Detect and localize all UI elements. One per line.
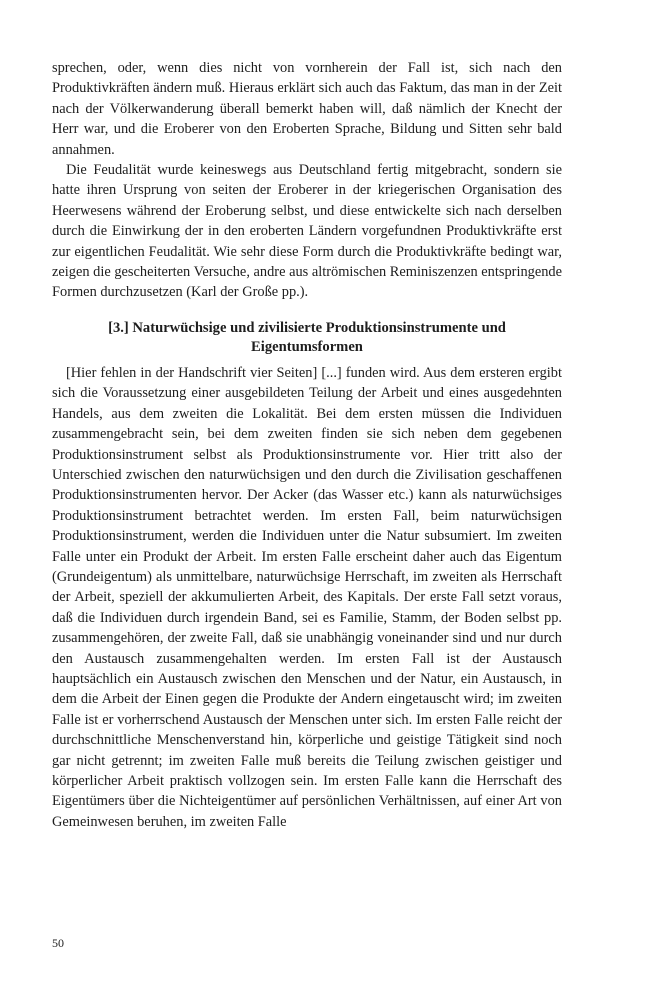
paragraph-main: [Hier fehlen in der Handschrift vier Seiten] [...] funden wird. Aus dem ersteren ergibt sich die Voraussetzung einer ausgebildeten Teilung der Arbeit und eines ausgedehnten Handels, aus dem zweiten die Lokalität. Bei dem ersten müssen die Individuen zusammengebracht sein, bei dem zweiten finden sie sich neben dem gegebenen Produktionsinstrument selbst als Produktionsinstrumente vor. Hier tritt also der Unterschied zwischen den naturwüchsigen und den durch die Zivilisation geschaffenen Produktionsinstrumenten hervor. Der Acker (das Wasser etc.) kann als naturwüchsiges Produktionsinstrument betrachtet werden. Im ersten Fall, beim naturwüchsigen Produktionsinstrument, werden die Individuen unter die Natur subsumiert. Im zweiten Falle unter ein Produkt der Arbeit. Im ersten Falle erscheint daher auch das Eigentum (Grundeigentum) als unmittelbare, naturwüchsige Herrschaft, im zweiten als Herrschaft der Arbeit, speziell der akkumulierten Arbeit, des Kapitals. Der erste Fall setzt voraus, daß die Individuen durch irgendein Band, sei es Familie, Stamm, der Boden selbst pp. zusammengehören, der zweite Fall, daß sie unabhängig voneinander sind und nur durch den Austausch zusammengehalten werden. Im ersten Fall ist der Austausch hauptsächlich ein Austausch zwischen den Menschen und der Natur, ein Austausch, in dem die Arbeit der Einen gegen die Produkte der Andern eingetauscht wird; im zweiten Falle ist er vorherrschend Austausch der Menschen unter sich. Im ersten Falle reicht der durchschnittliche Menschenverstand hin, körperliche und geistige Tätigkeit sind noch gar nicht getrennt; im zweiten Falle muß bereits die Teilung zwischen geistiger und körperlicher Arbeit praktisch vollzogen sein. Im ersten Falle kann die Herrschaft des Eigentümers über die Nichteigentümer auf persönlichen Verhältnissen, auf einer Art von Gemeinwesen beruhen, im zweiten Falle bbox=[52, 364, 562, 830]
section-heading-line-2: Eigentumsformen bbox=[251, 338, 363, 355]
page-body bbox=[52, 58, 562, 832]
paragraph-continuation: sprechen, oder, wenn dies nicht von vornherein der Fall ist, sich nach den Produktivkräften ändern muß. Hieraus erklärt sich auch das Faktum, das man in der Zeit nach der Völkerwanderung überall bemerkt haben will, daß nämlich der Knecht der Herr war, und die Eroberer von den Eroberten Sprache, Bildung und Sitten sehr bald annahmen. bbox=[52, 60, 562, 158]
paragraph-feudalitaet: Die Feudalität wurde keineswegs aus Deutschland fertig mitgebracht, sondern sie hatte ihren Ursprung von seiten der Eroberer in der kriegerischen Organisation des Heerwesens während der Eroberung selbst, und diese entwickelte sich nach derselben durch die Einwirkung der in den eroberten Ländern vorgefundnen Produktivkräfte erst zur eigentlichen Feudalität. Wie sehr diese Form durch die Produktivkräfte bedingt war, zeigen die gescheiterten Versuche, andre aus altrömischen Reminiszenzen entspringende Formen durchzusetzen (Karl der Große pp.). bbox=[52, 162, 563, 301]
section-heading bbox=[52, 319, 562, 357]
section-heading-line-1: [3.] Naturwüchsige und zivilisierte Produktionsinstrumente und bbox=[108, 319, 506, 336]
page-number: 50 bbox=[52, 936, 64, 950]
